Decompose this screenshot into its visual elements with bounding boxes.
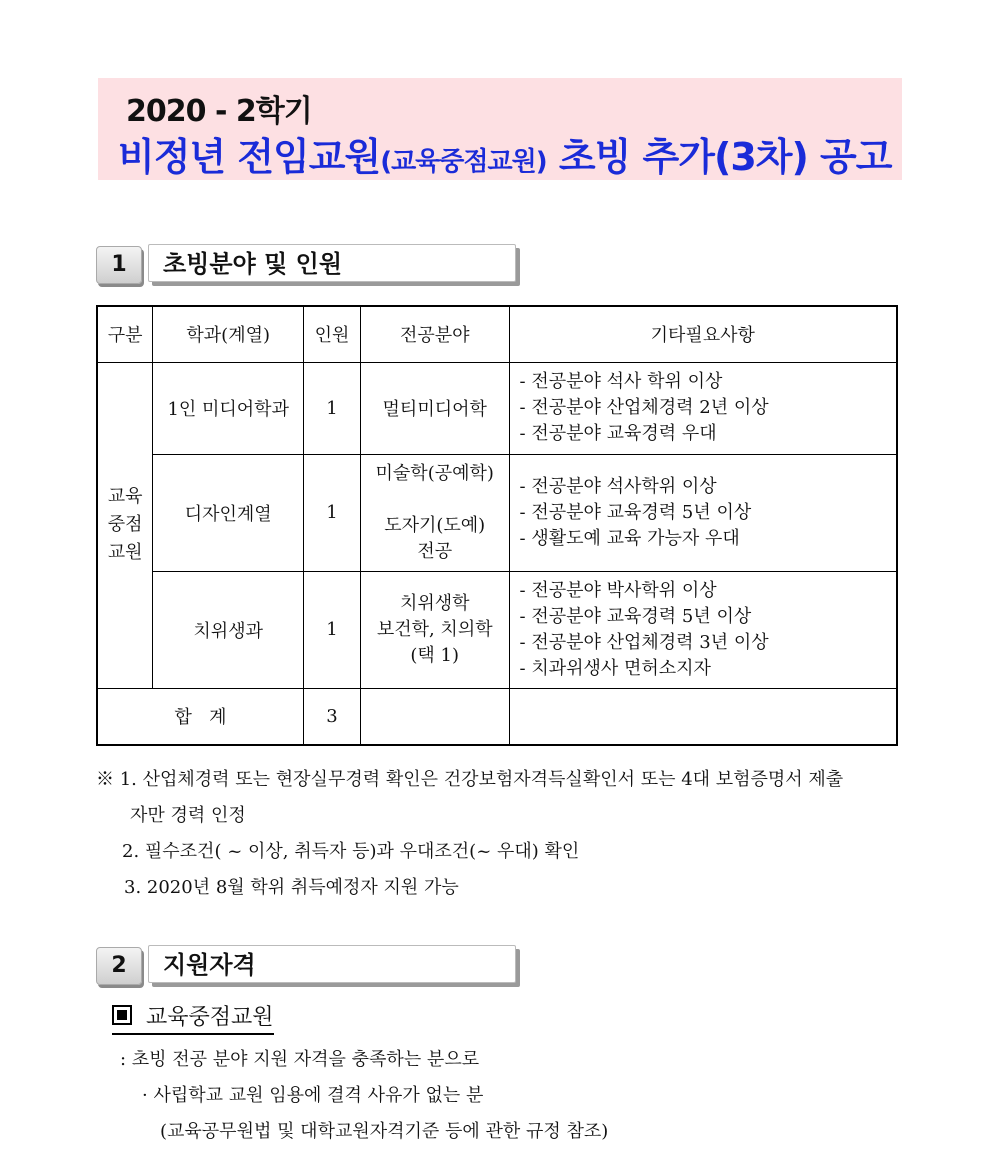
req-line: - 전공분야 교육경력 5년 이상	[519, 605, 752, 627]
title-year: 2020 - 2학기	[126, 94, 312, 129]
major-line: 미술학(공예학)	[375, 462, 494, 484]
subsection-label: 교육중점교원	[146, 1005, 274, 1030]
header-cell: 학과(계열)	[153, 306, 304, 362]
total-count: 3	[304, 688, 361, 745]
recruitment-table	[96, 305, 898, 746]
major-line: 도자기(도예)	[384, 514, 486, 536]
req-line: - 전공분야 석사학위 이상	[519, 475, 717, 497]
major-line: 보건학, 치의학	[376, 618, 493, 640]
header-cell: 인원	[304, 306, 361, 362]
req-line: - 전공분야 교육경력 우대	[519, 423, 717, 444]
section-number: 2	[96, 947, 142, 985]
dept-cell: 1인 미디어학과	[153, 362, 304, 454]
table-row	[97, 571, 897, 688]
major-line: 멀티미디어학	[382, 399, 487, 420]
header-cell: 기타필요사항	[509, 306, 897, 362]
req-line: - 전공분야 교육경력 5년 이상	[519, 501, 752, 523]
req-line: - 전공분야 박사학위 이상	[519, 579, 717, 601]
section-label: 초빙분야 및 인원	[148, 244, 516, 282]
dept-cell: 디자인계열	[153, 454, 304, 571]
major-line: 치위생학	[399, 592, 470, 614]
req-line: - 치과위생사 면허소지자	[519, 657, 711, 679]
note-line: 2. 필수조건( ~ 이상, 취득자 등)과 우대조건(~ 우대) 확인	[122, 841, 580, 862]
title-main-small: (교육중점교원)	[380, 147, 547, 177]
major-line: (택 1)	[410, 644, 460, 666]
notes	[96, 762, 906, 906]
requirements-cell	[509, 362, 897, 454]
count-cell: 1	[304, 571, 361, 688]
table-row	[97, 454, 897, 571]
note-line: 3. 2020년 8월 학위 취득예정자 지원 가능	[124, 877, 459, 898]
count-cell: 1	[304, 454, 361, 571]
section-number: 1	[96, 246, 142, 284]
category-line: 교육	[107, 486, 143, 507]
major-cell	[360, 362, 509, 454]
empty-cell	[360, 688, 509, 745]
requirement-line: · 사립학교 교원 임용에 결격 사유가 없는 분	[142, 1085, 484, 1106]
requirements-cell	[509, 571, 897, 688]
note-line: 자만 경력 인정	[130, 805, 246, 826]
title-main	[118, 126, 891, 181]
note-line: ※ 1. 산업체경력 또는 현장실무경력 확인은 건강보험자격득실확인서 또는 4대 보험증명서 제출	[96, 769, 844, 790]
category-line: 중점	[107, 514, 143, 535]
title-main-prefix: 비정년 전임교원	[118, 135, 381, 179]
header-cell: 전공분야	[360, 306, 509, 362]
subsection-underline	[112, 1000, 274, 1035]
major-cell	[360, 571, 509, 688]
category-cell	[97, 362, 153, 688]
total-label: 합 계	[97, 688, 304, 745]
major-cell	[360, 454, 509, 571]
table-total-row	[97, 688, 897, 745]
table-header-row	[97, 306, 897, 362]
section-header-1	[96, 244, 522, 288]
requirement-line: : 초빙 전공 분야 지원 자격을 충족하는 분으로	[120, 1049, 480, 1070]
section-label: 지원자격	[148, 945, 516, 983]
empty-cell	[509, 688, 897, 745]
req-line: - 전공분야 산업체경력 2년 이상	[519, 397, 769, 418]
major-line	[361, 487, 509, 513]
requirement-line: (교육공무원법 및 대학교원자격기준 등에 관한 규정 참조)	[160, 1121, 609, 1142]
req-line: - 생활도예 교육 가능자 우대	[519, 527, 740, 549]
major-line: 전공	[417, 540, 453, 562]
subsection-heading	[112, 1000, 274, 1035]
title-main-suffix: 초빙 추가(3차) 공고	[546, 135, 892, 179]
table-row	[97, 362, 897, 454]
requirements-cell	[509, 454, 897, 571]
requirements-text	[120, 1042, 608, 1150]
section-header-2	[96, 945, 522, 989]
req-line: - 전공분야 석사 학위 이상	[519, 371, 723, 392]
dept-cell: 치위생과	[153, 571, 304, 688]
header-cell: 구분	[97, 306, 153, 362]
count-cell: 1	[304, 362, 361, 454]
category-line: 교원	[107, 542, 143, 563]
req-line: - 전공분야 산업체경력 3년 이상	[519, 631, 769, 653]
square-bullet-icon	[112, 1005, 132, 1025]
title-banner	[98, 78, 902, 180]
